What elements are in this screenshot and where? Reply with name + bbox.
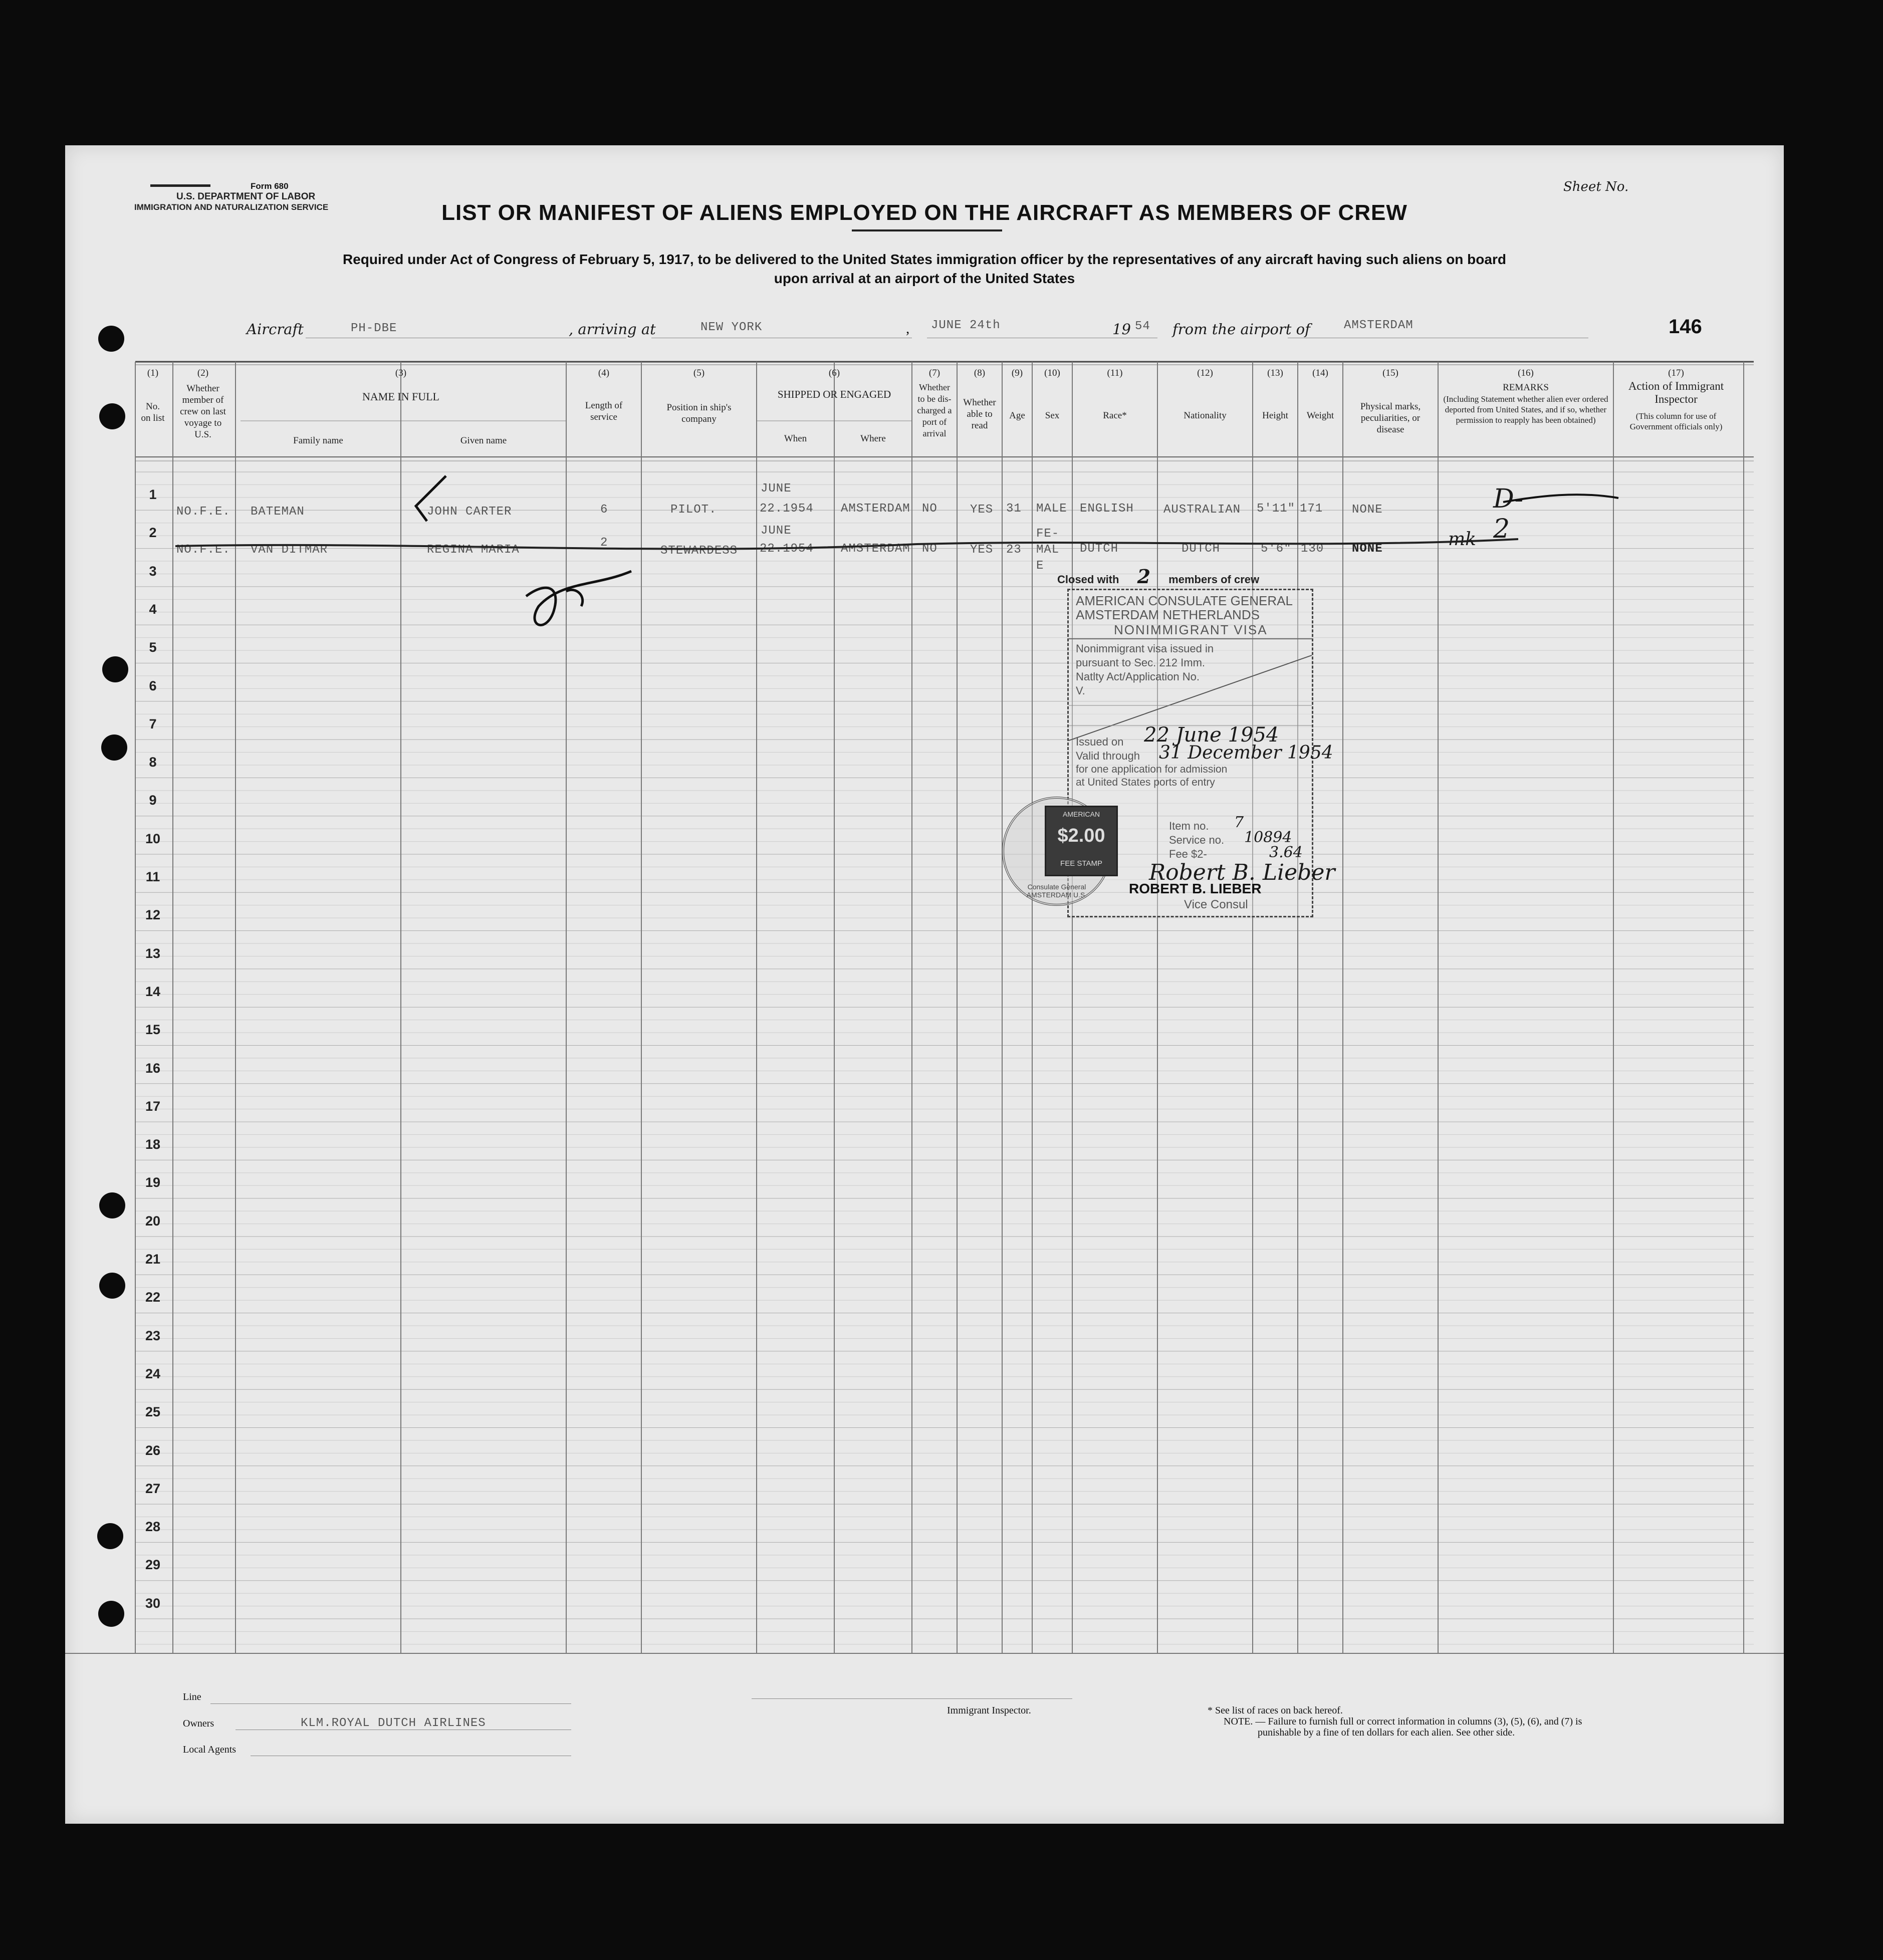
col14-label: Weight [1306, 410, 1334, 421]
row-number: 1 [149, 487, 157, 502]
row1-age: 31 [1006, 502, 1022, 516]
closed-with-count: 2 [1137, 565, 1151, 588]
closed-with-prefix: Closed with [1057, 573, 1119, 586]
stamp-service-label: Service no. [1169, 834, 1225, 846]
row-number: 28 [145, 1519, 161, 1535]
row-number: 13 [145, 945, 161, 961]
col5-number: (5) [693, 368, 705, 378]
row2-length: 2 [600, 536, 608, 550]
row1-sex: MALE [1036, 502, 1067, 516]
row1-weight: 171 [1300, 502, 1323, 516]
col9-label: Age [1009, 410, 1025, 421]
stamp-service-value: 10894 [1244, 829, 1292, 846]
row-number: 5 [149, 640, 157, 655]
manifest-sheet [65, 145, 1784, 1824]
col5-label: Position in ship's company [666, 402, 732, 424]
row2-when-2: 22.1954 [760, 542, 814, 556]
stamp-valid-label: Valid through [1076, 750, 1140, 762]
from-label: from the airport of [1172, 321, 1310, 338]
row1-given: JOHN CARTER [427, 505, 512, 519]
row1-race: ENGLISH [1080, 502, 1134, 516]
handwritten-marks [65, 145, 1784, 847]
aircraft-value: PH-DBE [351, 322, 397, 335]
closed-with-suffix: members of crew [1168, 573, 1260, 586]
col11-number: (11) [1107, 368, 1123, 378]
row-number: 11 [145, 869, 160, 884]
arriving-label: , arriving at [569, 321, 656, 338]
from-value: AMSTERDAM [1344, 319, 1414, 332]
col8-number: (8) [974, 368, 986, 378]
row2-height: 5'6" [1261, 542, 1292, 556]
row-number: 8 [149, 755, 157, 770]
row-number: 7 [149, 716, 157, 731]
fee-stamp-top: AMERICAN [1063, 810, 1100, 818]
col3-family-label: Family name [293, 435, 343, 446]
col6-label: SHIPPED OR ENGAGED [777, 388, 891, 400]
row2-family: VAN DITMAR [251, 543, 328, 557]
row2-position: STEWARDESS [660, 544, 738, 558]
row2-marks: NONE [1352, 542, 1383, 556]
stamp-fee-label: Fee $2- [1169, 848, 1207, 860]
row-number: 30 [145, 1595, 161, 1611]
col10-number: (10) [1044, 368, 1060, 378]
col4-label: Length of service [585, 400, 623, 422]
fee-stamp-value: $2.00 [1057, 825, 1105, 846]
stamp-valid-value: 31 December 1954 [1159, 743, 1333, 763]
inspector-signature-line [752, 1698, 1072, 1699]
row1-length: 6 [600, 503, 608, 517]
col12-label: Nationality [1184, 410, 1227, 421]
row1-family: BATEMAN [251, 505, 305, 519]
row-number: 10 [145, 831, 161, 846]
stamp-line-2: AMSTERDAM NETHERLANDS [1076, 607, 1260, 622]
year-prefix: 19 [1112, 321, 1131, 338]
stamp-signature: Robert B. Lieber [1149, 860, 1335, 885]
form-number: Form 680 [251, 181, 289, 191]
stamp-line-1: AMERICAN CONSULATE GENERAL [1076, 593, 1293, 608]
col7-label: Whether to be dis-charged a port of arrival [917, 382, 952, 438]
col3-label: NAME IN FULL [362, 390, 439, 403]
col7-number: (7) [928, 368, 940, 378]
year-suffix: 54 [1135, 320, 1150, 333]
col17-number: (17) [1668, 368, 1684, 378]
local-agents-label: Local Agents [183, 1744, 237, 1755]
row-number: 4 [149, 601, 157, 617]
stamp-issued-label: Issued on [1076, 736, 1124, 748]
row-number: 19 [145, 1175, 161, 1190]
row-number: 25 [145, 1404, 161, 1420]
row-number: 23 [145, 1328, 161, 1343]
row-number: 29 [145, 1557, 161, 1573]
stamp-fee-value: 3.64 [1269, 844, 1303, 861]
row1-nationality: AUSTRALIAN [1163, 503, 1241, 517]
col2-number: (2) [197, 368, 209, 378]
col4-number: (4) [598, 368, 610, 378]
col12-number: (12) [1197, 368, 1213, 378]
col15-label: Physical marks, peculiarities, or disease [1360, 401, 1421, 435]
row-number: 22 [145, 1290, 161, 1305]
row1-discharged: NO [922, 502, 937, 516]
inspector-label: Immigrant Inspector. [947, 1705, 1031, 1716]
col17-label: Action of Immigrant Inspector [1628, 380, 1724, 405]
row2-sex: FE-MALE [1036, 527, 1060, 573]
row-number: 26 [145, 1442, 161, 1458]
row2-weight: 130 [1301, 542, 1324, 556]
row-number: 27 [145, 1481, 161, 1496]
stamp-line-5: pursuant to Sec. 212 Imm. [1076, 656, 1206, 669]
stamp-item-value: 7 [1234, 814, 1244, 831]
col3-given-label: Given name [460, 435, 507, 446]
col17-sub: (This column for use of Government officials only) [1629, 411, 1723, 431]
row-number: 9 [149, 793, 157, 808]
row-number: 15 [145, 1022, 161, 1038]
row-number: 3 [149, 563, 157, 579]
col3-number: (3) [395, 368, 407, 378]
arriving-value: NEW YORK [700, 321, 763, 334]
race-note: * See list of races on back hereof. [1208, 1705, 1343, 1716]
row1-where: AMSTERDAM [841, 502, 910, 516]
col8-label: Whether able to read [963, 397, 996, 431]
col6-when-label: When [784, 433, 807, 444]
row-number: 16 [145, 1060, 161, 1076]
row2-remarks: mk [1448, 529, 1476, 550]
row1-when-2: 22.1954 [760, 502, 814, 516]
col16-sub: (Including Statement whether alien ever ordered deported from United States, and if so, whether permission to reapply has been obtained) [1443, 394, 1608, 425]
stamp-signer: ROBERT B. LIEBER [1129, 881, 1262, 896]
row1-when-1: JUNE [761, 482, 792, 496]
stamp-line-3: NONIMMIGRANT VISA [1114, 622, 1268, 637]
page-title: LIST OR MANIFEST OF ALIENS EMPLOYED ON THE AIRCRAFT AS MEMBERS OF CREW [441, 200, 1407, 225]
owners-value: KLM.ROYAL DUTCH AIRLINES [301, 1717, 486, 1730]
row2-crew: NO.F.E. [176, 543, 230, 557]
row2-when-1: JUNE [761, 524, 792, 538]
row2-nationality: DUTCH [1182, 542, 1221, 556]
stamp-item-label: Item no. [1169, 820, 1209, 832]
row-number: 17 [145, 1098, 161, 1114]
stamp-line-7: V. [1076, 684, 1085, 697]
closed-with [1057, 565, 1259, 588]
col6-number: (6) [828, 368, 840, 378]
col6-where-label: Where [860, 433, 886, 444]
col2-label: Whether member of crew on last voyage to U.S. [180, 383, 226, 440]
date-comma: , [906, 321, 910, 337]
stamp-issued-value: 22 June 1954 [1144, 723, 1279, 747]
stamp-line-11: at United States ports of entry [1076, 777, 1215, 788]
row1-marks: NONE [1352, 503, 1383, 517]
col16-label: REMARKS [1503, 382, 1549, 393]
col13-label: Height [1262, 410, 1288, 421]
col1-number: (1) [147, 368, 159, 378]
row-number: 24 [145, 1366, 161, 1381]
row2-where: AMSTERDAM [841, 542, 910, 556]
row-number: 21 [145, 1252, 161, 1267]
row-number: 14 [145, 984, 161, 999]
col14-number: (14) [1312, 368, 1328, 378]
col16-number: (16) [1518, 368, 1534, 378]
subtitle-1: Required under Act of Congress of February 5, 1917, to be delivered to the United States immigration officer by the representatives of any aircraft having such aliens on board [343, 252, 1506, 267]
row1-height: 5'11" [1257, 502, 1296, 516]
seal-text: Consulate General AMSTERDAM U.S. [1026, 883, 1087, 899]
page-number: 146 [1669, 316, 1702, 338]
row1-crew: NO.F.E. [176, 505, 230, 519]
col13-number: (13) [1267, 368, 1283, 378]
line-label: Line [183, 1691, 201, 1702]
row-number: 20 [145, 1213, 161, 1229]
row1-remarks: D-2 [1493, 484, 1524, 544]
row2-discharged: NO [922, 542, 937, 556]
row-number: 12 [145, 907, 161, 923]
col9-number: (9) [1011, 368, 1023, 378]
row2-age: 23 [1006, 543, 1022, 557]
stamp-line-4: Nonimmigrant visa issued in [1076, 642, 1214, 655]
row-number: 2 [149, 525, 157, 541]
row2-race: DUTCH [1080, 542, 1119, 556]
fine-note-1: NOTE. — Failure to furnish full or correct information in columns (3), (5), (6), and (7) is [1224, 1716, 1582, 1727]
department-label: U.S. DEPARTMENT OF LABOR [176, 191, 316, 202]
service-label: IMMIGRATION AND NATURALIZATION SERVICE [134, 202, 329, 212]
line-underline [210, 1703, 571, 1704]
col11-label: Race* [1103, 410, 1127, 421]
stamp-signer-title: Vice Consul [1184, 898, 1248, 911]
stamp-line-10: for one application for admission [1076, 764, 1228, 775]
col1-label: No. on list [141, 401, 165, 423]
row2-given: REGINA MARIA [427, 543, 520, 557]
fee-stamp [1045, 806, 1118, 876]
subtitle-2: upon arrival at an airport of the United States [774, 271, 1075, 286]
row-number: 18 [145, 1137, 161, 1152]
stamp-line-6: Natlty Act/Application No. [1076, 670, 1200, 683]
col15-number: (15) [1382, 368, 1398, 378]
row-number: 6 [149, 678, 157, 693]
fine-note-2: punishable by a fine of ten dollars for each alien. See other side. [1258, 1727, 1515, 1738]
aircraft-label: Aircraft [247, 321, 304, 338]
row1-position: PILOT. [670, 503, 717, 517]
col10-label: Sex [1045, 410, 1060, 421]
sheet-no-label: Sheet No. [1563, 179, 1629, 194]
row1-read: YES [970, 503, 994, 517]
row2-read: YES [970, 543, 994, 557]
owners-label: Owners [183, 1718, 214, 1729]
date-value: JUNE 24th [931, 319, 1001, 332]
fee-stamp-bottom: FEE STAMP [1060, 859, 1102, 868]
